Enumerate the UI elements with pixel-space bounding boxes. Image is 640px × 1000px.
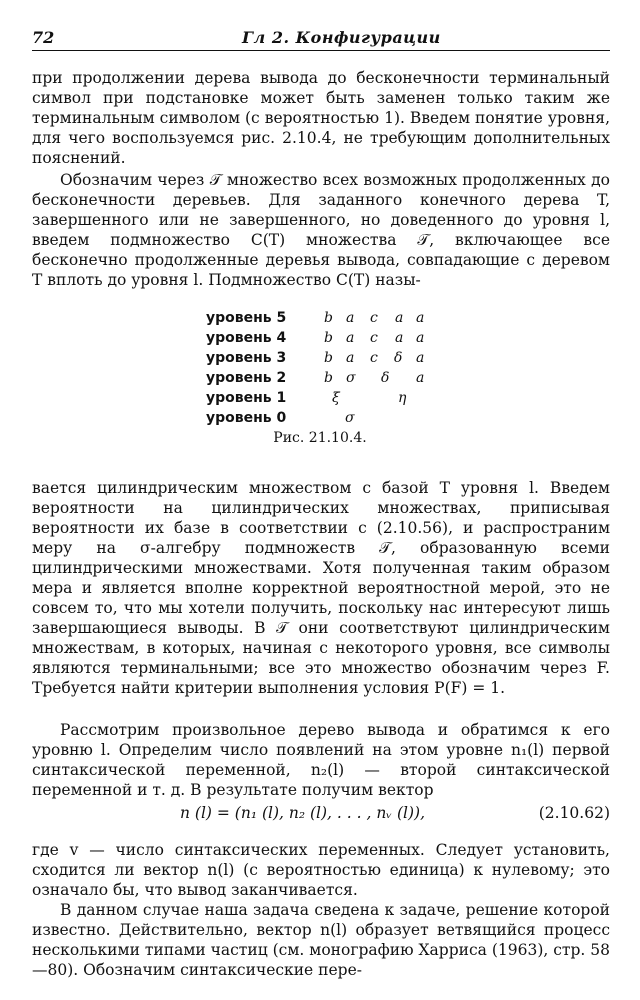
paragraph-2: Обозначим через 𝒯 множество всех возможных продолженных до бесконечности деревьев. Для заданного конечного дерева T, завершенного или не завершенного, но доведенного до уровня l, введем подмножество C(T) множества 𝒯, включающее все бесконечно продолженные деревья вывода, совпадающие с деревом T вплоть до уровня l. Подмножество C(T) назы- — [32, 171, 610, 289]
tree-symbol: δ — [381, 370, 390, 386]
tree-symbol: a — [416, 370, 425, 386]
tree-symbol: a — [416, 330, 425, 346]
tree-symbol: b — [324, 350, 333, 366]
tree-symbol: a — [346, 330, 355, 346]
tree-symbol: δ — [394, 350, 403, 366]
figure-caption: Рис. 21.10.4. — [273, 430, 367, 446]
tree-symbol: σ — [346, 370, 356, 386]
level-label-2: уровень 2 — [206, 370, 287, 386]
paragraph-3: вается цилиндрическим множеством с базой T уровня l. Введем вероятности на цилиндрических множествах, приписывая вероятности их базе в соответствии с (2.10.56), и распространим меру на σ-алгебру подмножеств 𝒯, образованную всеми цилиндрическими множествами. Хотя полученная таким образом мера и является вполне корректной вероятностной мерой, это не совсем то, что мы хотели получить, поскольку нас интересуют лишь завершающиеся выводы. В 𝒯 они соответствуют цилиндрическим множествам, в которых, начиная с некоторого уровня, все символы являются терминальными; все это множество обозначим через F. Требуется найти критерии выполнения условия P(F) = 1. — [32, 479, 610, 697]
figure-tree-levels — [200, 308, 460, 428]
tree-symbol: a — [416, 350, 425, 366]
tree-symbol: c — [370, 310, 378, 326]
paragraph-5: где v — число синтаксических переменных. Следует установить, сходится ли вектор n(l) (с вероятностью единица) к нулевому; это означало бы, что вывод заканчивается. — [32, 841, 610, 899]
tree-symbol: c — [370, 330, 378, 346]
tree-symbol: c — [370, 350, 378, 366]
paragraph-4: Рассмотрим произвольное дерево вывода и обратимся к его уровню l. Определим число появлений на этом уровне n₁(l) первой синтаксической переменной, n₂(l) — второй синтаксической переменной и т. д. В результате получим вектор — [32, 721, 610, 799]
level-label-0: уровень 0 — [206, 410, 287, 426]
tree-symbol: a — [346, 310, 355, 326]
formula-2-10-62 — [32, 804, 610, 826]
page-header — [32, 26, 610, 51]
tree-symbol: a — [346, 350, 355, 366]
level-label-5: уровень 5 — [206, 310, 287, 326]
formula-expression: n (l) = (n₁ (l), n₂ (l), . . . , nᵥ (l)), — [180, 804, 426, 822]
level-label-3: уровень 3 — [206, 350, 287, 366]
paragraph-1: при продолжении дерева вывода до бесконечности терминальный символ при подстановке может быть заменен только таким же терминальным символом (с вероятностью 1). Введем понятие уровня, для чего воспользуемся рис. 2.10.4, не требующим дополнительных пояснений. — [32, 69, 610, 167]
tree-symbol: η — [398, 390, 407, 406]
level-label-1: уровень 1 — [206, 390, 287, 406]
tree-symbol: σ — [345, 410, 355, 426]
tree-symbol: a — [395, 310, 404, 326]
tree-symbol: a — [395, 330, 404, 346]
chapter-title: Гл 2. Конфигурации — [242, 28, 441, 47]
level-label-4: уровень 4 — [206, 330, 287, 346]
paragraph-6: В данном случае наша задача сведена к задаче, решение которой известно. Действительно, вектор n(l) образует ветвящийся процесс несколькими типами частиц (см. монографию Харриса (1963), стр. 58—80). Обозначим синтаксические пере- — [32, 901, 610, 979]
tree-symbol: ξ — [332, 390, 340, 406]
tree-symbol: b — [324, 310, 333, 326]
equation-number: (2.10.62) — [538, 804, 610, 822]
tree-symbol: b — [324, 330, 333, 346]
tree-symbol: b — [324, 370, 333, 386]
tree-symbol: a — [416, 310, 425, 326]
page-number: 72 — [32, 28, 55, 47]
